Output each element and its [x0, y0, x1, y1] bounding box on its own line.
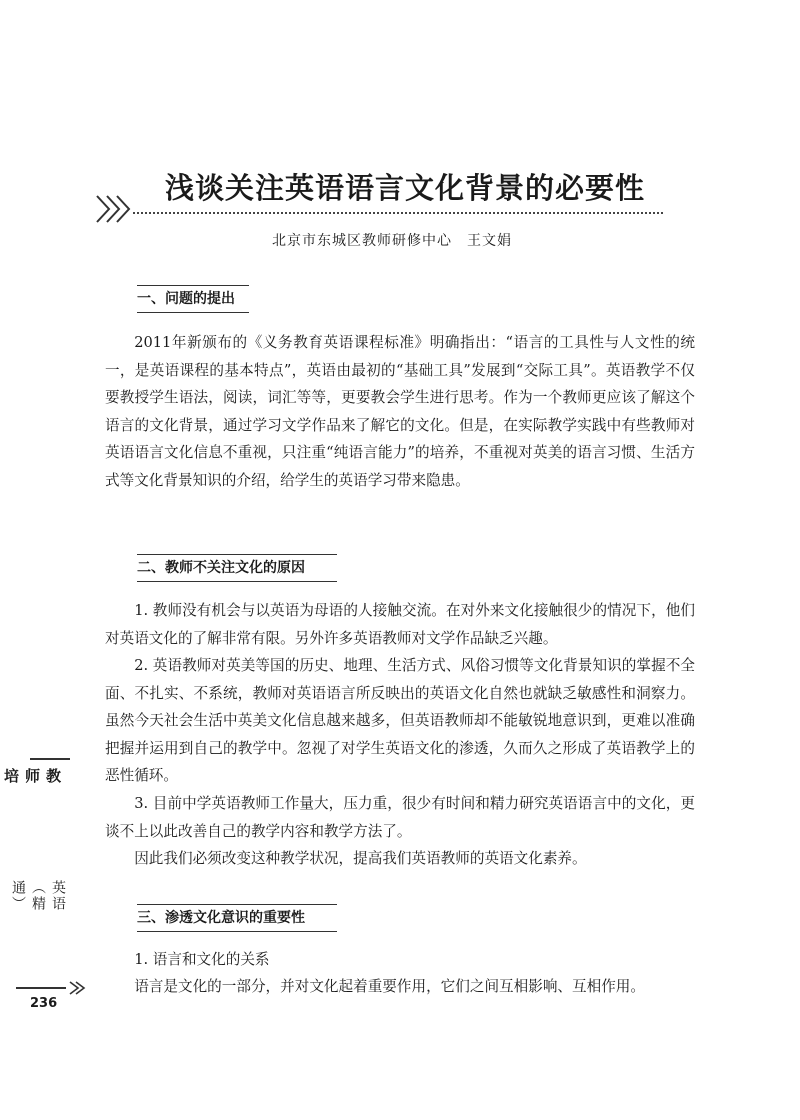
paragraph: 1. 语言和文化的关系 — [134, 951, 270, 968]
sidebar — [2, 758, 70, 912]
sidebar-book-title: 教师培 — [2, 768, 62, 786]
section-heading-2: 二、教师不关注文化的原因 — [137, 554, 337, 582]
title-dotted-rule — [133, 212, 663, 214]
title-block — [95, 160, 665, 230]
article-author: 北京市东城区教师研修中心 王文娟 — [272, 233, 512, 249]
page-number: 236 — [30, 996, 58, 1011]
paragraph: 1. 教师没有机会与以英语为母语的人接触交流。在对外来文化接触很少的情况下，他们对英语文化的了解非常有限。另外许多英语教师对文学作品缺乏兴趣。 — [105, 602, 695, 647]
chevron-right-icon — [68, 980, 86, 996]
section-heading-1: 一、问题的提出 — [137, 285, 249, 313]
section-heading-3: 三、渗透文化意识的重要性 — [137, 904, 337, 932]
paragraph: 2011年新颁布的《义务教育英语课程标准》明确指出：“语言的工具性与人文性的统一，是英语课程的基本特点”，英语由最初的“基础工具”发展到“交际工具”。英语教学不仅要教授学生语法，阅读，词汇等等，更要教会学生进行思考。作为一个教师更应该了解这个语言的文化背景，通过学习文学作品来了解它的文化。但是，在实际教学实践中有些教师对英语语言文化信息不重视，只注重“纯语言能力”的培养，不重视对英美的语言习惯、生活方式等文化背景知识的介绍，给学生的英语学习带来隐患。 — [105, 334, 695, 489]
paragraph: 3. 目前中学英语教师工作量大，压力重，很少有时间和精力研究英语语言中的文化，更谈不上以此改善自己的教学内容和教学方法了。 — [105, 795, 695, 840]
sidebar-subject: 英语（精通） — [10, 880, 66, 912]
paragraph: 因此我们必须改变这种教学状况，提高我们英语教师的英语文化素养。 — [134, 850, 587, 867]
sidebar-rule — [16, 987, 66, 989]
article-title: 浅谈关注英语语言文化背景的必要性 — [165, 171, 646, 205]
paragraph: 语言是文化的一部分，并对文化起着重要作用，它们之间互相影响、互相作用。 — [134, 978, 645, 995]
chevron-arrows-icon — [95, 192, 135, 226]
paragraph: 2. 英语教师对英美等国的历史、地理、生活方式、风俗习惯等文化背景知识的掌握不全面、不扎实、不系统，教师对英语语言所反映出的英语文化自然也就缺乏敏感性和洞察力。虽然今天社会生活中英美文化信息越来越多，但英语教师却不能敏锐地意识到，更难以准确把握并运用到自己的教学中。忽视了对学生英语文化的渗透，久而久之形成了英语教学上的恶性循环。 — [105, 657, 695, 784]
